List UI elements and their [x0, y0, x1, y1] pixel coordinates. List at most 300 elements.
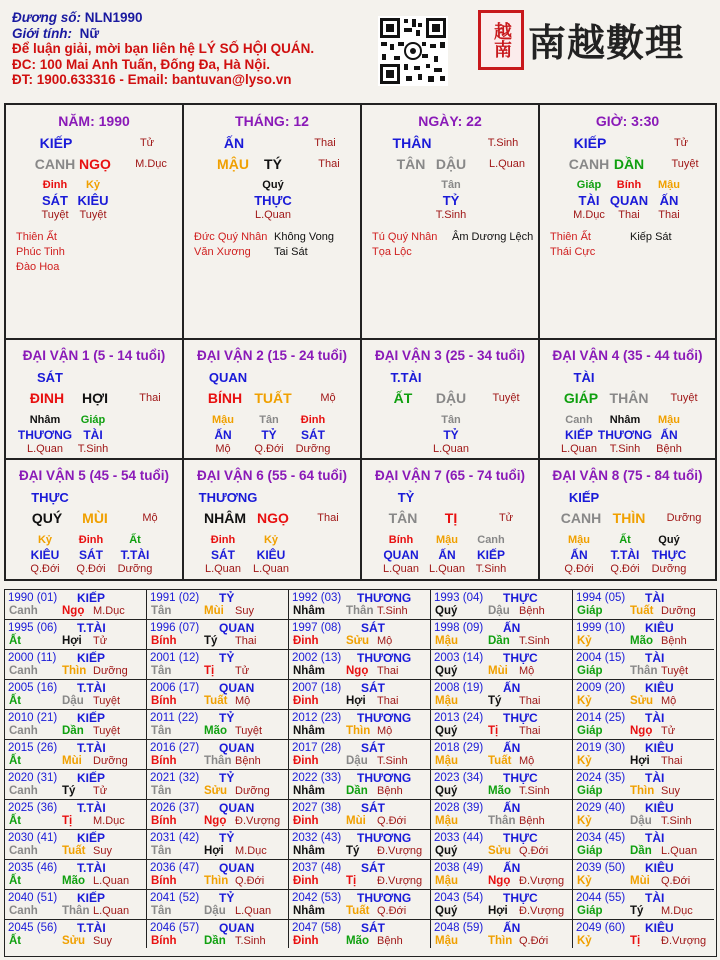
year-stage: Bệnh	[377, 785, 403, 797]
luck-stage: Tuyệt	[492, 392, 520, 404]
year-cell[interactable]	[5, 920, 147, 948]
luck-hidden-ten-god: KIÊU	[256, 548, 286, 562]
year-label: 2001 (12)	[150, 652, 200, 664]
year-stage: T.Sinh	[661, 815, 692, 827]
year-branch: Mão	[346, 935, 369, 947]
star-note-right: Tai Sát	[274, 246, 308, 258]
year-branch: Tý	[488, 695, 502, 707]
hidden-stem: Giáp	[576, 179, 602, 191]
year-stem: Nhâm	[293, 725, 325, 737]
year-cell[interactable]	[147, 770, 289, 800]
year-cell[interactable]	[289, 710, 431, 740]
year-label: 2003 (14)	[434, 652, 484, 664]
year-stage: Tuyệt	[235, 725, 263, 737]
year-cell[interactable]	[573, 620, 714, 650]
luck-ten-god: SÁT	[37, 370, 63, 385]
year-ten-god: KIẾP	[77, 651, 106, 665]
year-branch: Dần	[630, 845, 652, 857]
year-cell[interactable]	[431, 740, 573, 770]
luck-hidden-stage: Q.Đới	[564, 563, 594, 575]
luck-hidden-stem: Ất	[129, 534, 141, 546]
year-ten-god: THỰC	[503, 891, 538, 905]
year-ten-god: KIÊU	[645, 681, 674, 695]
luck-cell	[362, 460, 540, 579]
luck-cell	[540, 340, 715, 460]
year-branch: Tý	[62, 785, 76, 797]
year-cell[interactable]	[289, 740, 431, 770]
year-cell[interactable]	[147, 920, 289, 948]
hidden-ten-god: TÀI	[578, 193, 600, 208]
luck-branch: THÌN	[612, 510, 646, 526]
year-branch: Dậu	[630, 815, 652, 827]
luck-hidden-stage: L.Quan	[204, 563, 242, 575]
year-stem: Canh	[9, 665, 38, 677]
year-stem: Nhâm	[293, 845, 325, 857]
ten-god-chi-stage: Thai	[314, 137, 336, 149]
luck-hidden-stage: Q.Đới	[76, 563, 106, 575]
year-cell[interactable]	[5, 710, 147, 740]
year-label: 2000 (11)	[8, 652, 57, 664]
luck-hidden-stem: Ất	[619, 534, 631, 546]
year-branch: Dần	[204, 935, 226, 947]
year-branch: Thân	[204, 755, 232, 767]
luck-stem: BÍNH	[207, 390, 243, 406]
year-ten-god: QUAN	[219, 861, 255, 875]
year-cell[interactable]	[147, 590, 289, 620]
luck-title: ĐẠI VẬN 8 (75 - 84 tuổi)	[552, 468, 703, 483]
year-ten-god: TÀI	[645, 711, 665, 725]
year-stem: Quý	[435, 605, 458, 617]
year-ten-god: KIÊU	[645, 621, 674, 635]
earthly-branch: TÝ	[264, 156, 282, 172]
ten-god-can: KIẾP	[573, 135, 607, 151]
year-cell[interactable]	[147, 650, 289, 680]
year-cell[interactable]	[289, 620, 431, 650]
header	[0, 0, 720, 100]
year-label: 2026 (37)	[150, 802, 200, 814]
year-branch: Dậu	[62, 695, 84, 707]
year-branch: Sửu	[630, 695, 654, 707]
luck-hidden-stage: Mộ	[215, 443, 231, 455]
year-stage: M.Dục	[661, 905, 693, 917]
star-note: Thiên Ất	[16, 231, 57, 243]
year-stage: L.Quan	[235, 905, 272, 917]
year-ten-god: TÀI	[645, 831, 665, 845]
star-note: Đào Hoa	[16, 261, 60, 273]
luck-title: ĐẠI VẬN 1 (5 - 14 tuổi)	[22, 348, 166, 363]
year-ten-god: THƯƠNG	[357, 831, 412, 845]
year-cell[interactable]	[5, 860, 147, 890]
contact-line-3[interactable]: ĐT: 1900.633316 - Email: bantuvan@lyso.vn	[12, 72, 292, 87]
year-cell[interactable]	[147, 680, 289, 710]
year-ten-god: QUAN	[219, 621, 255, 635]
year-cell[interactable]	[289, 800, 431, 830]
luck-hidden-stem: Canh	[565, 414, 593, 426]
year-label: 1998 (09)	[434, 622, 484, 634]
luck-hidden-ten-god: ẤN	[214, 428, 232, 442]
year-branch: Tị	[488, 725, 499, 737]
year-branch: Thân	[488, 815, 516, 827]
luck-stem: CANH	[560, 510, 602, 526]
year-stem: Giáp	[577, 725, 603, 737]
year-ten-god: SÁT	[361, 741, 385, 755]
year-ten-god: SÁT	[361, 861, 385, 875]
year-stem: Tân	[151, 665, 172, 677]
year-branch: Thìn	[62, 665, 87, 677]
year-cell[interactable]	[573, 650, 714, 680]
hidden-stage: Tuyệt	[79, 209, 107, 221]
year-branch: Thìn	[488, 935, 513, 947]
luck-hidden-ten-god: QUAN	[383, 548, 419, 562]
pillar-title: NGÀY: 22	[418, 113, 482, 129]
year-branch: Sửu	[346, 635, 370, 647]
year-stage: Thai	[519, 725, 541, 737]
year-cell[interactable]	[431, 770, 573, 800]
heavenly-stem: TÂN	[396, 156, 426, 172]
year-ten-god: TỶ	[219, 711, 235, 725]
hidden-ten-god: ẤN	[659, 193, 679, 208]
year-cell[interactable]	[573, 890, 714, 920]
year-stage: Tử	[235, 665, 250, 677]
year-label: 2013 (24)	[434, 712, 484, 724]
year-ten-god: KIÊU	[645, 861, 674, 875]
year-cell[interactable]	[289, 920, 431, 948]
year-label: 2011 (22)	[150, 712, 199, 724]
year-cell[interactable]	[573, 740, 714, 770]
year-stem: Đinh	[293, 635, 319, 647]
luck-hidden-stage: Bệnh	[656, 443, 682, 455]
year-stem: Mậu	[435, 755, 458, 767]
year-label: 2016 (27)	[150, 742, 200, 754]
year-label: 2018 (29)	[434, 742, 484, 754]
qr-code-icon	[378, 16, 448, 86]
year-ten-god: KIẾP	[77, 771, 106, 785]
star-note: Tọa Lộc	[372, 246, 412, 258]
luck-hidden-ten-god: TỶ	[443, 428, 459, 442]
branch-stage: M.Dục	[135, 158, 167, 170]
luck-hidden-stage: L.Quan	[26, 443, 64, 455]
year-cell[interactable]	[147, 620, 289, 650]
luck-hidden-stem: Bính	[388, 534, 414, 546]
year-ten-god: T.TÀI	[77, 861, 106, 875]
year-label: 2025 (36)	[8, 802, 58, 814]
earthly-branch: DẬU	[435, 156, 467, 172]
owner-value: NLN1990	[84, 10, 143, 25]
year-ten-god: THƯƠNG	[357, 711, 412, 725]
luck-hidden-ten-god: TỶ	[261, 428, 277, 442]
years-table	[4, 589, 717, 957]
year-ten-god: ẤN	[503, 861, 521, 875]
year-cell[interactable]	[147, 740, 289, 770]
year-branch: Ngọ	[62, 605, 85, 617]
year-branch: Thìn	[204, 875, 229, 887]
year-branch: Tuất	[204, 695, 228, 707]
year-ten-god: THỰC	[503, 831, 538, 845]
year-stage: Dưỡng	[93, 665, 128, 677]
hidden-ten-god: KIÊU	[77, 193, 109, 208]
hidden-stem: Đinh	[42, 179, 68, 191]
year-branch: Hợi	[62, 635, 82, 647]
luck-branch: THÂN	[609, 390, 649, 406]
year-cell[interactable]	[573, 590, 714, 620]
year-cell[interactable]	[289, 860, 431, 890]
year-cell[interactable]	[573, 920, 714, 948]
year-branch: Sửu	[62, 935, 86, 947]
year-stage: L.Quan	[661, 845, 698, 857]
year-label: 2006 (17)	[150, 682, 200, 694]
year-stage: Bệnh	[519, 815, 545, 827]
year-cell[interactable]	[5, 680, 147, 710]
luck-hidden-stage: L.Quan	[560, 443, 598, 455]
year-branch: Tị	[630, 935, 641, 947]
year-cell[interactable]	[289, 890, 431, 920]
year-branch: Dậu	[346, 755, 368, 767]
luck-title: ĐẠI VẬN 3 (25 - 34 tuổi)	[374, 348, 526, 363]
year-stage: Đ.Vượng	[519, 905, 565, 917]
year-cell[interactable]	[431, 830, 573, 860]
luck-stem: GIÁP	[563, 390, 599, 406]
luck-hidden-ten-god: SÁT	[211, 548, 235, 562]
year-cell[interactable]	[431, 590, 573, 620]
star-note-right: Không Vong	[274, 231, 334, 243]
year-cell[interactable]	[431, 710, 573, 740]
year-stem: Bính	[151, 815, 177, 827]
year-label: 2035 (46)	[8, 862, 58, 874]
year-ten-god: KIÊU	[645, 921, 674, 935]
luck-stem: TÂN	[388, 510, 418, 526]
year-stage: L.Quan	[93, 905, 130, 917]
luck-hidden-stem: Mậu	[212, 414, 234, 426]
year-cell[interactable]	[5, 740, 147, 770]
year-cell[interactable]	[289, 770, 431, 800]
year-label: 2024 (35)	[576, 772, 626, 784]
year-cell[interactable]	[289, 680, 431, 710]
year-branch: Ngọ	[488, 875, 511, 887]
year-stem: Kỷ	[577, 935, 592, 947]
year-stage: Dưỡng	[235, 785, 270, 797]
qr-code[interactable]	[378, 16, 448, 86]
year-cell[interactable]	[573, 770, 714, 800]
year-branch: Hợi	[346, 695, 366, 707]
year-stage: Đ.Vượng	[661, 935, 707, 947]
year-label: 2002 (13)	[292, 652, 342, 664]
header-info	[12, 10, 314, 88]
year-ten-god: TÀI	[645, 771, 665, 785]
luck-stage: Thai	[317, 512, 339, 524]
luck-title: ĐẠI VẬN 7 (65 - 74 tuổi)	[374, 468, 526, 483]
pillar-title: THÁNG: 12	[235, 113, 309, 129]
pillar-cell	[540, 105, 715, 340]
luck-hidden-ten-god: T.TÀI	[610, 548, 640, 562]
year-branch: Tị	[62, 815, 73, 827]
year-cell[interactable]	[5, 800, 147, 830]
year-ten-god: TÀI	[645, 651, 665, 665]
star-note: Thái Cực	[550, 246, 596, 258]
year-stage: T.Sinh	[519, 635, 550, 647]
year-cell[interactable]	[431, 650, 573, 680]
year-ten-god: THỰC	[503, 591, 538, 605]
year-stage: Suy	[93, 935, 112, 947]
luck-hidden-stem: Kỷ	[37, 534, 53, 546]
year-branch: Sửu	[488, 845, 512, 857]
year-cell[interactable]	[147, 890, 289, 920]
hidden-stage: M.Dục	[573, 209, 605, 221]
year-stage: Bệnh	[519, 605, 545, 617]
year-branch: Mão	[630, 635, 653, 647]
year-stem: Mậu	[435, 635, 458, 647]
year-cell[interactable]	[5, 590, 147, 620]
year-label: 2048 (59)	[434, 922, 484, 934]
year-cell[interactable]	[431, 800, 573, 830]
star-note: Văn Xương	[194, 246, 251, 258]
year-branch: Ngọ	[346, 665, 369, 677]
year-label: 1996 (07)	[150, 622, 200, 634]
year-branch: Ngọ	[630, 725, 653, 737]
ten-god-chi-stage: Tử	[673, 137, 689, 149]
pillar-cell	[362, 105, 540, 340]
year-label: 2043 (54)	[434, 892, 484, 904]
year-cell[interactable]	[5, 620, 147, 650]
year-ten-god: THỰC	[503, 711, 538, 725]
luck-hidden-stem: Quý	[658, 534, 680, 546]
year-branch: Tuất	[488, 755, 512, 767]
year-branch: Thân	[630, 665, 658, 677]
year-stage: Dưỡng	[93, 755, 128, 767]
year-label: 2038 (49)	[434, 862, 484, 874]
year-ten-god: SÁT	[361, 801, 385, 815]
year-branch: Mùi	[346, 815, 366, 827]
hidden-stage: T.Sinh	[435, 209, 467, 221]
year-cell[interactable]	[431, 890, 573, 920]
luck-hidden-ten-god: TÀI	[83, 428, 103, 442]
year-cell[interactable]	[431, 680, 573, 710]
heavenly-stem: CANH	[34, 156, 76, 172]
contact-line-2: ĐC: 100 Mai Anh Tuấn, Đống Đa, Hà Nội.	[12, 56, 271, 72]
year-cell[interactable]	[573, 710, 714, 740]
luck-hidden-ten-god: ẤN	[570, 548, 588, 562]
year-cell[interactable]	[431, 860, 573, 890]
year-branch: Tuất	[62, 845, 86, 857]
year-stem: Bính	[151, 635, 177, 647]
year-stage: Đ.Vượng	[377, 845, 423, 857]
year-branch: Mùi	[62, 755, 82, 767]
year-cell[interactable]	[147, 710, 289, 740]
year-label: 2033 (44)	[434, 832, 484, 844]
year-cell[interactable]	[573, 830, 714, 860]
year-ten-god: THƯƠNG	[357, 591, 412, 605]
year-cell[interactable]	[573, 680, 714, 710]
year-ten-god: ẤN	[503, 921, 521, 935]
year-branch: Dậu	[488, 605, 510, 617]
year-stem: Ất	[9, 875, 22, 887]
year-cell[interactable]	[5, 890, 147, 920]
year-cell[interactable]	[289, 590, 431, 620]
year-cell[interactable]	[289, 650, 431, 680]
owner-label: Đương số:	[12, 10, 81, 25]
luck-hidden-stage: Q.Đới	[610, 563, 640, 575]
year-stem: Kỷ	[577, 635, 592, 647]
star-note: Thiên Ất	[550, 231, 591, 243]
year-ten-god: KIẾP	[77, 891, 106, 905]
luck-hidden-stem: Canh	[477, 534, 505, 546]
pillar-cell	[6, 105, 184, 340]
year-stage: Tuyệt	[93, 725, 121, 737]
year-ten-god: ẤN	[503, 801, 521, 815]
luck-stage: Thai	[139, 392, 161, 404]
branch-stage: Thai	[318, 158, 340, 170]
year-branch: Tuất	[346, 905, 370, 917]
year-cell[interactable]	[5, 830, 147, 860]
luck-hidden-ten-god: KIẾP	[476, 548, 505, 562]
hidden-ten-god: QUAN	[609, 193, 649, 208]
year-stem: Tân	[151, 785, 172, 797]
luck-branch: NGỌ	[257, 510, 289, 526]
hidden-stage: L.Quan	[254, 209, 292, 221]
year-label: 1995 (06)	[8, 622, 58, 634]
year-cell[interactable]	[147, 800, 289, 830]
gender-label: Giới tính:	[12, 25, 73, 41]
luck-ten-god: THỰC	[31, 490, 69, 505]
year-label: 2039 (50)	[576, 862, 626, 874]
luck-cell	[540, 460, 715, 579]
pillar-title: NĂM: 1990	[58, 113, 130, 129]
year-stem: Kỷ	[577, 755, 592, 767]
year-stem: Mậu	[435, 695, 458, 707]
year-stage: Tuyệt	[661, 665, 689, 677]
year-branch: Ngọ	[204, 815, 227, 827]
year-cell[interactable]	[431, 920, 573, 948]
hidden-stem: Mậu	[658, 179, 680, 191]
year-branch: Dần	[62, 725, 84, 737]
year-stem: Ất	[9, 815, 22, 827]
year-stem: Tân	[151, 605, 172, 617]
luck-hidden-stage: Dưỡng	[117, 563, 153, 575]
year-ten-god: SÁT	[361, 621, 385, 635]
year-cell[interactable]	[573, 860, 714, 890]
year-label: 2021 (32)	[150, 772, 200, 784]
luck-hidden-ten-god: T.TÀI	[120, 548, 150, 562]
year-ten-god: THƯƠNG	[357, 771, 412, 785]
heavenly-stem: MẬU	[217, 156, 249, 172]
year-stage: Thai	[519, 695, 541, 707]
year-ten-god: KIẾP	[77, 831, 106, 845]
year-ten-god: KIÊU	[645, 741, 674, 755]
luck-hidden-stage: Q.Đới	[30, 563, 60, 575]
year-label: 1997 (08)	[292, 622, 342, 634]
year-cell[interactable]	[431, 620, 573, 650]
luck-hidden-stage: L.Quan	[428, 563, 466, 575]
year-ten-god: TÀI	[645, 591, 665, 605]
year-stem: Đinh	[293, 815, 319, 827]
hidden-stem: Bính	[616, 179, 642, 191]
year-stem: Giáp	[577, 665, 603, 677]
year-branch: Thân	[62, 905, 90, 917]
year-label: 2010 (21)	[8, 712, 58, 724]
year-cell[interactable]	[5, 650, 147, 680]
year-cell[interactable]	[5, 770, 147, 800]
year-cell[interactable]	[289, 830, 431, 860]
hidden-stage: Thai	[658, 209, 680, 221]
luck-hidden-stem: Mậu	[658, 414, 680, 426]
year-cell[interactable]	[573, 800, 714, 830]
luck-ten-god: THƯƠNG	[198, 490, 258, 505]
luck-branch: DẬU	[435, 390, 467, 406]
luck-cell	[362, 340, 540, 460]
year-cell[interactable]	[147, 860, 289, 890]
year-cell[interactable]	[147, 830, 289, 860]
luck-hidden-ten-god: KIẾP	[564, 428, 593, 442]
luck-cell	[6, 340, 184, 460]
